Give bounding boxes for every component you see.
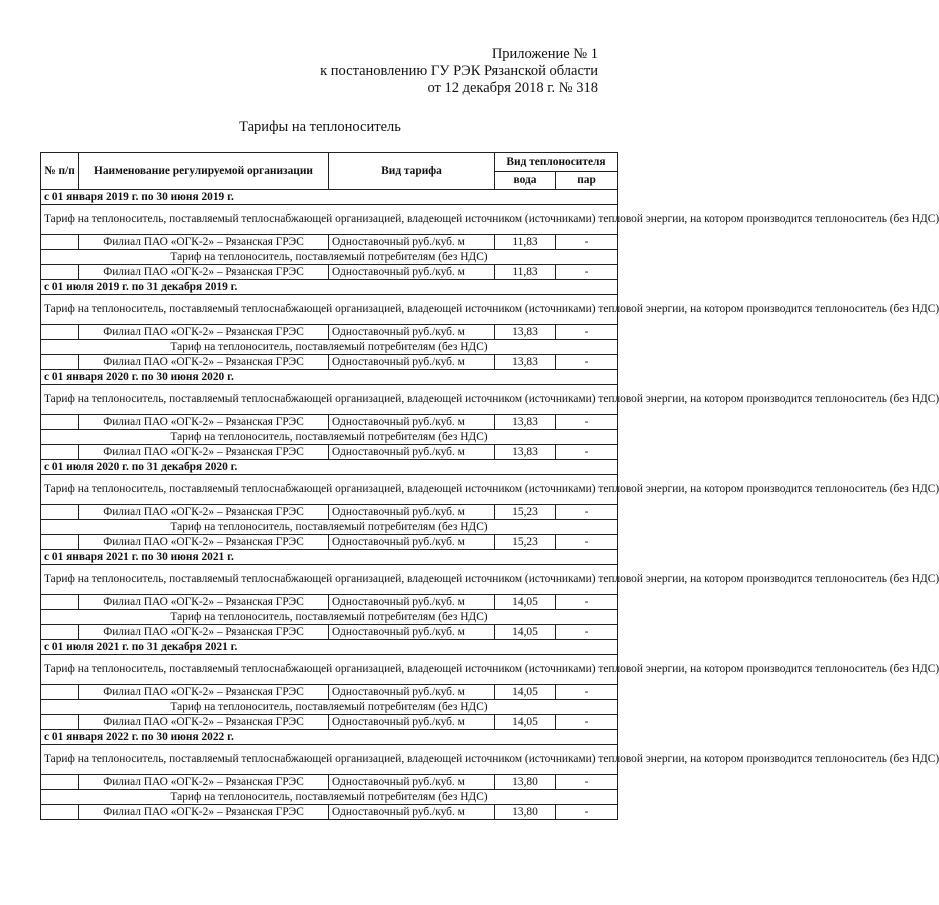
organization-cell: Филиал ПАО «ОГК-2» – Рязанская ГРЭС (79, 325, 329, 340)
supplier-tariff-description: Тариф на теплоноситель, поставляемый теплоснабжающей организацией, владеющей источником (источниками) тепловой энергии, на котором производится теплоноситель (без НДС) (41, 385, 618, 415)
consumer-tariff-description: Тариф на теплоноситель, поставляемый потребителям (без НДС) (41, 700, 618, 715)
period-label: с 01 января 2022 г. по 30 июня 2022 г. (41, 730, 618, 745)
period-row (41, 550, 618, 565)
resolution-reference: к постановлению ГУ РЭК Рязанской области (320, 63, 598, 79)
steam-value-cell: - (556, 625, 618, 640)
tariff-description-row (41, 745, 618, 775)
tariff-description-row (41, 205, 618, 235)
tariff-description-row (41, 250, 618, 265)
tariff-description-row (41, 520, 618, 535)
table-row (41, 625, 618, 640)
steam-value-cell: - (556, 775, 618, 790)
period-label: с 01 января 2020 г. по 30 июня 2020 г. (41, 370, 618, 385)
tariff-description-row (41, 475, 618, 505)
table-row (41, 775, 618, 790)
organization-cell: Филиал ПАО «ОГК-2» – Рязанская ГРЭС (79, 355, 329, 370)
steam-value-cell: - (556, 505, 618, 520)
water-value-cell: 14,05 (495, 595, 556, 610)
appendix-header (198, 46, 598, 97)
tariff-description-row (41, 790, 618, 805)
tariff-type-cell: Одноставочный руб./куб. м (329, 805, 495, 820)
water-value-cell: 11,83 (495, 235, 556, 250)
tariff-type-cell: Одноставочный руб./куб. м (329, 685, 495, 700)
consumer-tariff-description: Тариф на теплоноситель, поставляемый потребителям (без НДС) (41, 790, 618, 805)
water-value-cell: 14,05 (495, 715, 556, 730)
supplier-tariff-description: Тариф на теплоноситель, поставляемый теплоснабжающей организацией, владеющей источником (источниками) тепловой энергии, на котором производится теплоноситель (без НДС) (41, 475, 618, 505)
period-row (41, 460, 618, 475)
tariff-type-cell: Одноставочный руб./куб. м (329, 625, 495, 640)
period-label: с 01 января 2019 г. по 30 июня 2019 г. (41, 190, 618, 205)
row-number-cell (41, 355, 79, 370)
steam-value-cell: - (556, 355, 618, 370)
row-number-cell (41, 595, 79, 610)
supplier-tariff-description: Тариф на теплоноситель, поставляемый теплоснабжающей организацией, владеющей источником (источниками) тепловой энергии, на котором производится теплоноситель (без НДС) (41, 745, 618, 775)
column-header-tariff-type: Вид тарифа (329, 153, 495, 190)
period-label: с 01 июля 2020 г. по 31 декабря 2020 г. (41, 460, 618, 475)
column-header-organization: Наименование регулируемой организации (79, 153, 329, 190)
tariff-description-row (41, 430, 618, 445)
tariff-type-cell: Одноставочный руб./куб. м (329, 775, 495, 790)
row-number-cell (41, 325, 79, 340)
tariff-description-row (41, 340, 618, 355)
table-body (41, 190, 939, 820)
row-number-cell (41, 415, 79, 430)
period-label: с 01 июля 2019 г. по 31 декабря 2019 г. (41, 280, 618, 295)
row-number-cell (41, 235, 79, 250)
tariff-description-row (41, 565, 618, 595)
row-number-cell (41, 445, 79, 460)
table-row (41, 355, 618, 370)
period-label: с 01 января 2021 г. по 30 июня 2021 г. (41, 550, 618, 565)
water-value-cell: 14,05 (495, 625, 556, 640)
tariff-type-cell: Одноставочный руб./куб. м (329, 415, 495, 430)
period-label: с 01 июля 2021 г. по 31 декабря 2021 г. (41, 640, 618, 655)
header-row (41, 153, 618, 172)
steam-value-cell: - (556, 445, 618, 460)
column-header-number: № п/п (41, 153, 79, 190)
water-value-cell: 14,05 (495, 685, 556, 700)
organization-cell: Филиал ПАО «ОГК-2» – Рязанская ГРЭС (79, 535, 329, 550)
resolution-date: от 12 декабря 2018 г. № 318 (427, 80, 598, 96)
period-row (41, 640, 618, 655)
table-row (41, 505, 618, 520)
row-number-cell (41, 625, 79, 640)
tariff-type-cell: Одноставочный руб./куб. м (329, 505, 495, 520)
organization-cell: Филиал ПАО «ОГК-2» – Рязанская ГРЭС (79, 235, 329, 250)
appendix-label: Приложение № 1 (491, 46, 598, 62)
water-value-cell: 13,83 (495, 445, 556, 460)
table-row (41, 715, 618, 730)
consumer-tariff-description: Тариф на теплоноситель, поставляемый потребителям (без НДС) (41, 430, 618, 445)
steam-value-cell: - (556, 415, 618, 430)
consumer-tariff-description: Тариф на теплоноситель, поставляемый потребителям (без НДС) (41, 610, 618, 625)
supplier-tariff-description: Тариф на теплоноситель, поставляемый теплоснабжающей организацией, владеющей источником (источниками) тепловой энергии, на котором производится теплоноситель (без НДС) (41, 565, 618, 595)
period-row (41, 190, 618, 205)
organization-cell: Филиал ПАО «ОГК-2» – Рязанская ГРЭС (79, 775, 329, 790)
tariff-description-row (41, 700, 618, 715)
steam-value-cell: - (556, 535, 618, 550)
table-header (41, 153, 618, 190)
row-number-cell (41, 715, 79, 730)
steam-value-cell: - (556, 805, 618, 820)
organization-cell: Филиал ПАО «ОГК-2» – Рязанская ГРЭС (79, 445, 329, 460)
steam-value-cell: - (556, 595, 618, 610)
row-number-cell (41, 685, 79, 700)
steam-value-cell: - (556, 325, 618, 340)
supplier-tariff-description: Тариф на теплоноситель, поставляемый теплоснабжающей организацией, владеющей источником (источниками) тепловой энергии, на котором производится теплоноситель (без НДС) (41, 205, 618, 235)
supplier-tariff-description: Тариф на теплоноситель, поставляемый теплоснабжающей организацией, владеющей источником (источниками) тепловой энергии, на котором производится теплоноситель (без НДС) (41, 295, 618, 325)
tariff-type-cell: Одноставочный руб./куб. м (329, 595, 495, 610)
organization-cell: Филиал ПАО «ОГК-2» – Рязанская ГРЭС (79, 415, 329, 430)
steam-value-cell: - (556, 685, 618, 700)
water-value-cell: 11,83 (495, 265, 556, 280)
column-header-heat-carrier: Вид теплоносителя (495, 153, 618, 172)
table-row (41, 445, 618, 460)
row-number-cell (41, 775, 79, 790)
tariff-description-row (41, 655, 618, 685)
column-header-steam: пар (556, 171, 618, 190)
tariff-description-row (41, 610, 618, 625)
organization-cell: Филиал ПАО «ОГК-2» – Рязанская ГРЭС (79, 625, 329, 640)
water-value-cell: 13,80 (495, 775, 556, 790)
water-value-cell: 15,23 (495, 535, 556, 550)
organization-cell: Филиал ПАО «ОГК-2» – Рязанская ГРЭС (79, 595, 329, 610)
row-number-cell (41, 535, 79, 550)
page-title: Тарифы на теплоноситель (239, 119, 401, 135)
steam-value-cell: - (556, 265, 618, 280)
table-row (41, 535, 618, 550)
period-row (41, 730, 618, 745)
water-value-cell: 13,83 (495, 415, 556, 430)
period-row (41, 280, 618, 295)
tariff-type-cell: Одноставочный руб./куб. м (329, 445, 495, 460)
organization-cell: Филиал ПАО «ОГК-2» – Рязанская ГРЭС (79, 805, 329, 820)
water-value-cell: 13,80 (495, 805, 556, 820)
tariff-description-row (41, 385, 618, 415)
water-value-cell: 13,83 (495, 325, 556, 340)
tariff-type-cell: Одноставочный руб./куб. м (329, 265, 495, 280)
period-row (41, 370, 618, 385)
table-row (41, 595, 618, 610)
tariff-description-row (41, 295, 618, 325)
water-value-cell: 13,83 (495, 355, 556, 370)
steam-value-cell: - (556, 235, 618, 250)
tariff-type-cell: Одноставочный руб./куб. м (329, 355, 495, 370)
table-row (41, 415, 618, 430)
table-row (41, 685, 618, 700)
tariff-table (40, 152, 939, 820)
organization-cell: Филиал ПАО «ОГК-2» – Рязанская ГРЭС (79, 265, 329, 280)
table-row (41, 265, 618, 280)
tariff-type-cell: Одноставочный руб./куб. м (329, 325, 495, 340)
row-number-cell (41, 805, 79, 820)
steam-value-cell: - (556, 715, 618, 730)
consumer-tariff-description: Тариф на теплоноситель, поставляемый потребителям (без НДС) (41, 340, 618, 355)
row-number-cell (41, 265, 79, 280)
organization-cell: Филиал ПАО «ОГК-2» – Рязанская ГРЭС (79, 505, 329, 520)
supplier-tariff-description: Тариф на теплоноситель, поставляемый теплоснабжающей организацией, владеющей источником (источниками) тепловой энергии, на котором производится теплоноситель (без НДС) (41, 655, 618, 685)
tariff-type-cell: Одноставочный руб./куб. м (329, 235, 495, 250)
organization-cell: Филиал ПАО «ОГК-2» – Рязанская ГРЭС (79, 685, 329, 700)
column-header-water: вода (495, 171, 556, 190)
table-row (41, 805, 618, 820)
consumer-tariff-description: Тариф на теплоноситель, поставляемый потребителям (без НДС) (41, 520, 618, 535)
consumer-tariff-description: Тариф на теплоноситель, поставляемый потребителям (без НДС) (41, 250, 618, 265)
water-value-cell: 15,23 (495, 505, 556, 520)
organization-cell: Филиал ПАО «ОГК-2» – Рязанская ГРЭС (79, 715, 329, 730)
row-number-cell (41, 505, 79, 520)
table-row (41, 325, 618, 340)
tariff-type-cell: Одноставочный руб./куб. м (329, 715, 495, 730)
table-row (41, 235, 618, 250)
tariff-type-cell: Одноставочный руб./куб. м (329, 535, 495, 550)
